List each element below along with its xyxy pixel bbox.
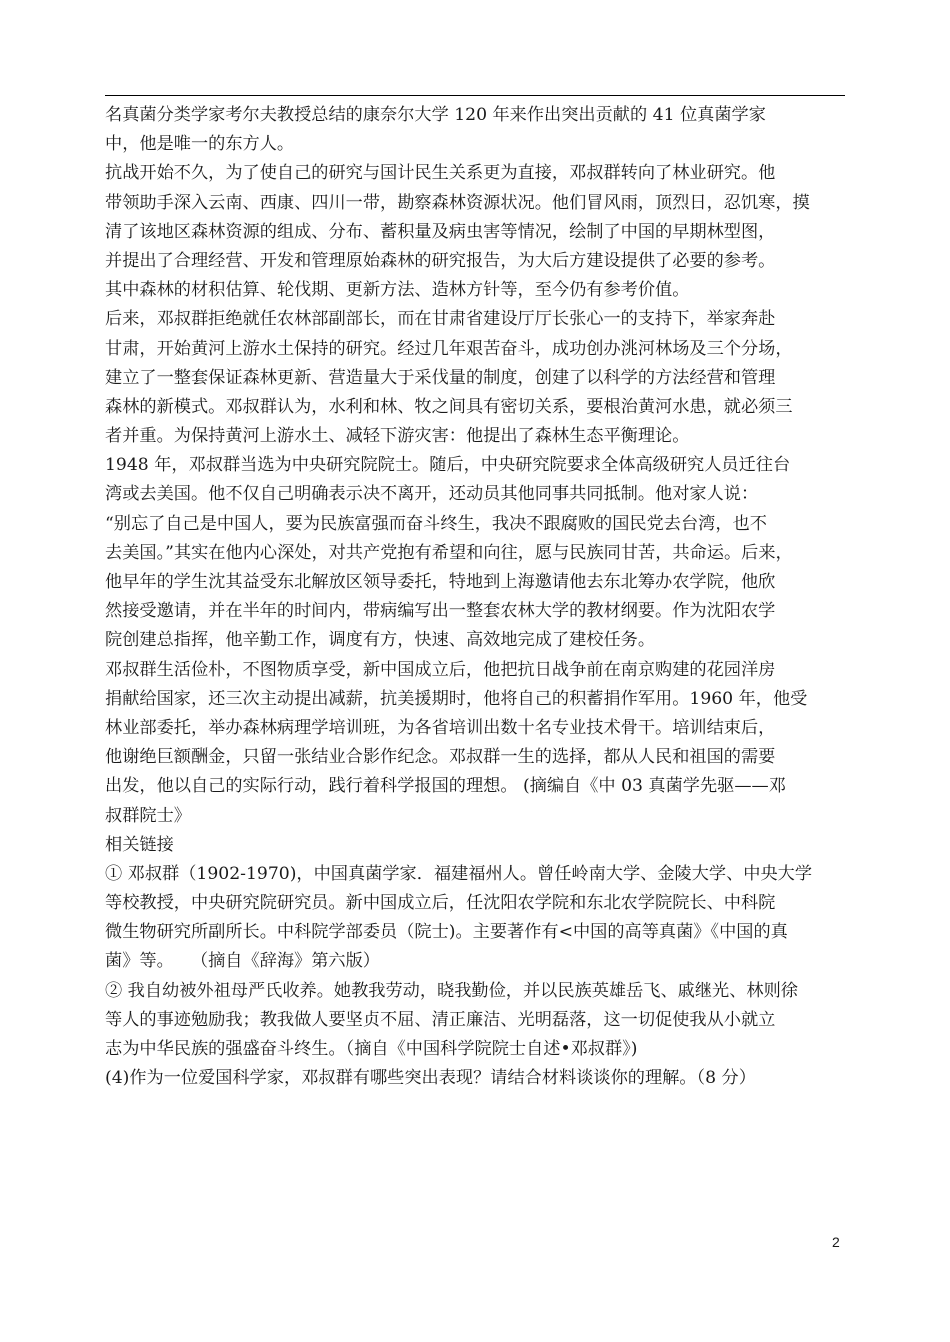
text-line: 其中森林的材积估算、轮伐期、更新方法、造林方针等，至今仍有参考价值。	[105, 280, 690, 301]
text-line: 者并重。为保持黄河上游水土、减轻下游灾害：他提出了森林生态平衡理论。	[105, 426, 690, 447]
text-line: “别忘了自己是中国人，要为民族富强而奋斗终生，我决不跟腐败的国民党去台湾，也不	[105, 513, 767, 534]
text-line: 抗战开始不久，为了使自己的研究与国计民生关系更为直接，邓叔群转向了林业研究。他	[105, 163, 776, 184]
header-rule	[105, 95, 845, 96]
text-line: 志为中华民族的强盛奋斗终生。（摘自《中国科学院院士自述•邓叔群》)	[105, 1039, 638, 1059]
text-line: 叔群院士》	[105, 805, 191, 826]
text-line: 他谢绝巨额酬金，只留一张结业合影作纪念。邓叔群一生的选择，都从人民和祖国的需要	[105, 747, 776, 768]
text-line: 并提出了合理经营、开发和管理原始森林的研究报告，为大后方建设提供了必要的参考。	[105, 250, 776, 271]
page-number: 2	[832, 1234, 840, 1250]
text-line: 捐献给国家，还三次主动提出减薪，抗美援期时，他将自己的积蓄捐作军用。1960 年，他受	[105, 688, 808, 709]
text-line: ① 邓叔群（1902-1970)，中国真菌学家．福建福州人。曾任岭南大学、金陵大学、中央大学	[105, 863, 813, 884]
text-line: 等校教授，中央研究院研究员。新中国成立后，任沈阳农学院和东北农学院院长、中科院	[105, 893, 776, 914]
text-line: 中，他是唯一的东方人。	[105, 134, 295, 155]
text-line: 甘肃，开始黄河上游水土保持的研究。经过几年艰苦奋斗，成功创办洮河林场及三个分场，	[105, 338, 793, 359]
text-line: 菌》等。 （摘自《辞海》第六版）	[105, 951, 380, 972]
text-line: 等人的事迹勉励我；教我做人要坚贞不屈、清正廉洁、光明磊落，这一切促使我从小就立	[105, 1009, 776, 1030]
text-line: 林业部委托，举办森林病理学培训班，为各省培训出数十名专业技术骨干。培训结束后，	[105, 717, 776, 738]
text-line: 清了该地区森林资源的组成、分布、蓄积量及病虫害等情况，绘制了中国的早期林型图，	[105, 221, 776, 242]
section-heading: 相关链接	[105, 834, 174, 855]
text-line: 院创建总指挥，他辛勤工作，调度有方，快速、高效地完成了建校任务。	[105, 630, 656, 651]
text-line: 去美国。”其实在他内心深处，对共产党抱有希望和向往，愿与民族同甘苦，共命运。后来，	[105, 542, 793, 563]
text-line: 出发，他以自己的实际行动，践行着科学报国的理想。 (摘编自《中 03 真菌学先驱——邓	[105, 776, 786, 797]
text-line: 森林的新模式。邓叔群认为，水利和林、牧之间具有密切关系，要根治黄河水患，就必须三	[105, 396, 793, 417]
body-text	[105, 101, 850, 1093]
text-line: 湾或去美国。他不仅自己明确表示决不离开，还动员其他同事共同抵制。他对家人说：	[105, 484, 759, 505]
text-line: 1948 年，邓叔群当选为中央研究院院士。随后，中央研究院要求全体高级研究人员迁往台	[105, 455, 791, 476]
text-line: 后来，邓叔群拒绝就任农林部副部长，而在甘肃省建设厅厅长张心一的支持下，举家奔赴	[105, 309, 776, 330]
text-line: 微生物研究所副所长。中科院学部委员（院士)。主要著作有<中国的高等真菌》《中国的真	[105, 922, 788, 943]
text-line: 名真菌分类学家考尔夫教授总结的康奈尔大学 120 年来作出突出贡献的 41 位真菌学家	[105, 105, 766, 125]
text-line: 邓叔群生活俭朴，不图物质享受，新中国成立后，他把抗日战争前在南京购建的花园洋房	[105, 659, 776, 680]
text-line: ② 我自幼被外祖母严氏收养。她教我劳动，晓我勤俭，并以民族英雄岳飞、戚继光、林则徐	[105, 980, 798, 1001]
text-line: 带领助手深入云南、西康、四川一带，勘察森林资源状况。他们冒风雨，顶烈日，忍饥寒，摸	[105, 192, 810, 213]
question-line: (4)作为一位爱国科学家，邓叔群有哪些突出表现？请结合材料谈谈你的理解。（8 分）	[105, 1068, 756, 1089]
text-line: 然接受邀请，并在半年的时间内，带病编写出一整套农林大学的教材纲要。作为沈阳农学	[105, 601, 776, 622]
text-line: 他早年的学生沈其益受东北解放区领导委托，特地到上海邀请他去东北筹办农学院，他欣	[105, 572, 776, 592]
text-line: 建立了一整套保证森林更新、营造量大于采伐量的制度，创建了以科学的方法经营和管理	[105, 367, 776, 388]
